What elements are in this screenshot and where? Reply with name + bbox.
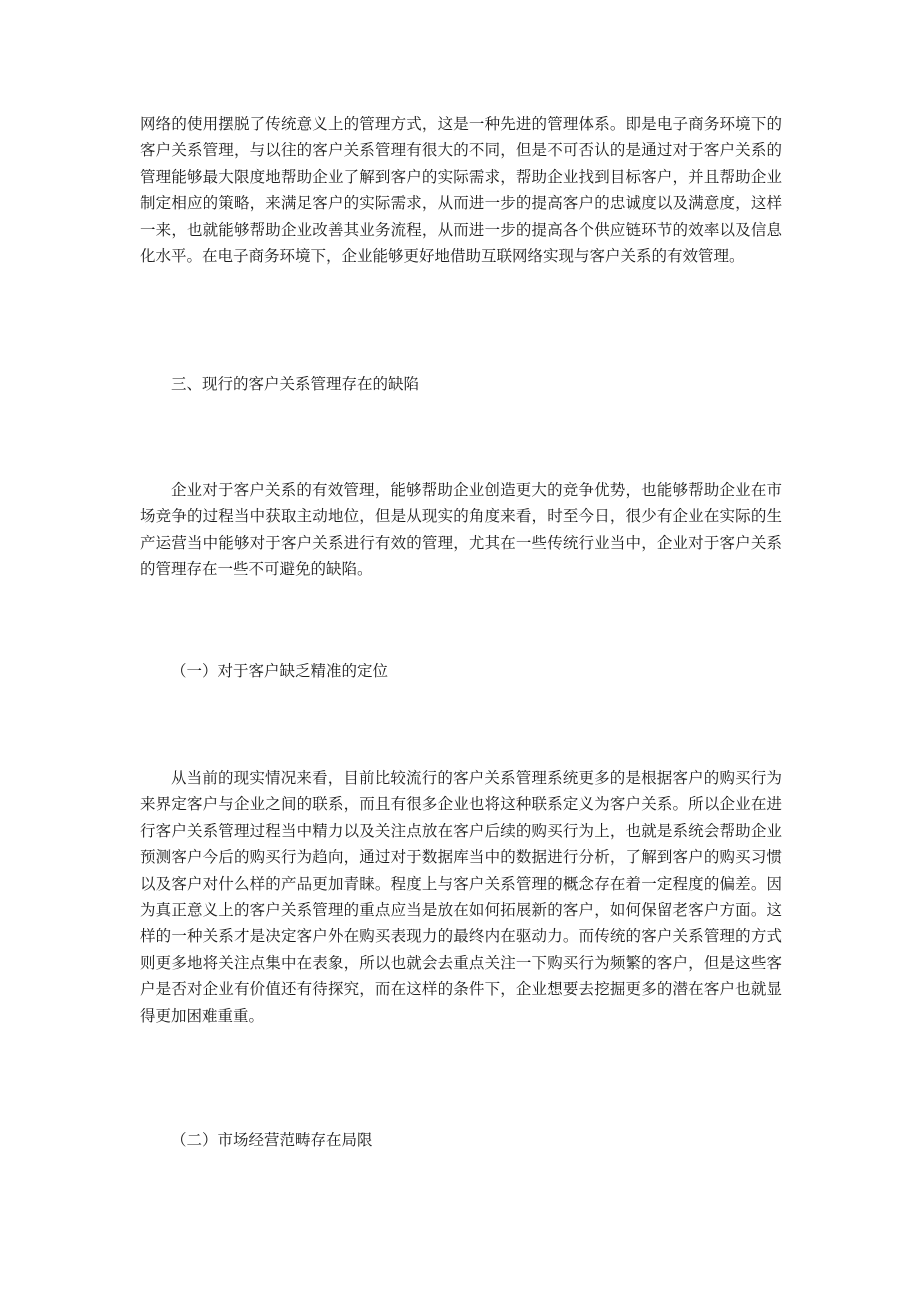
paragraph-section-3: 企业对于客户关系的有效管理，能够帮助企业创造更大的竞争优势，也能够帮助企业在市场竞争的过程当中获取主动地位，但是从现实的角度来看，时至今日，很少有企业在实际的生产运营当中能够对于客户关系进行有效的管理，尤其在一些传统行业当中，企业对于客户关系的管理存在一些不可避免的缺陷。 xyxy=(140,481,782,579)
section-heading-3: 三、现行的客户关系管理存在的缺陷 xyxy=(171,375,420,393)
subsection-heading-1: （一）对于客户缺乏精准的定位 xyxy=(171,662,389,680)
subsection-heading-2: （二）市场经营范畴存在局限 xyxy=(171,1131,373,1149)
paragraph-subsection-1: 从当前的现实情况来看，目前比较流行的客户关系管理系统更多的是根据客户的购买行为来界定客户与企业之间的联系，而且有很多企业也将这种联系定义为客户关系。所以企业在进行客户关系管理过程当中精力以及关注点放在客户后续的购买行为上，也就是系统会帮助企业预测客户今后的购买行为趋向，通过对于数据库当中的数据进行分析，了解到客户的购买习惯以及客户对什么样的产品更加青睐。程度上与客户关系管理的概念存在着一定程度的偏差。因为真正意义上的客户关系管理的重点应当是放在如何拓展新的客户，如何保留老客户方面。这样的一种关系才是决定客户外在购买表现力的最终内在驱动力。而传统的客户关系管理的方式则更多地将关注点集中在表象，所以也就会去重点关注一下购买行为频繁的客户，但是这些客户是否对企业有价值还有待探究，而在这样的条件下，企业想要去挖掘更多的潜在客户也就显得更加困难重重。 xyxy=(140,769,782,1025)
paragraph-intro: 网络的使用摆脱了传统意义上的管理方式，这是一种先进的管理体系。即是电子商务环境下的客户关系管理，与以往的客户关系管理有很大的不同，但是不可否认的是通过对于客户关系的管理能够最大限度地帮助企业了解到客户的实际需求，帮助企业找到目标客户，并且帮助企业制定相应的策略，来满足客户的实际需求，从而进一步的提高客户的忠诚度以及满意度，这样一来，也就能够帮助企业改善其业务流程，从而进一步的提高各个供应链环节的效率以及信息化水平。在电子商务环境下，企业能够更好地借助互联网络实现与客户关系的有效管理。 xyxy=(140,115,782,266)
